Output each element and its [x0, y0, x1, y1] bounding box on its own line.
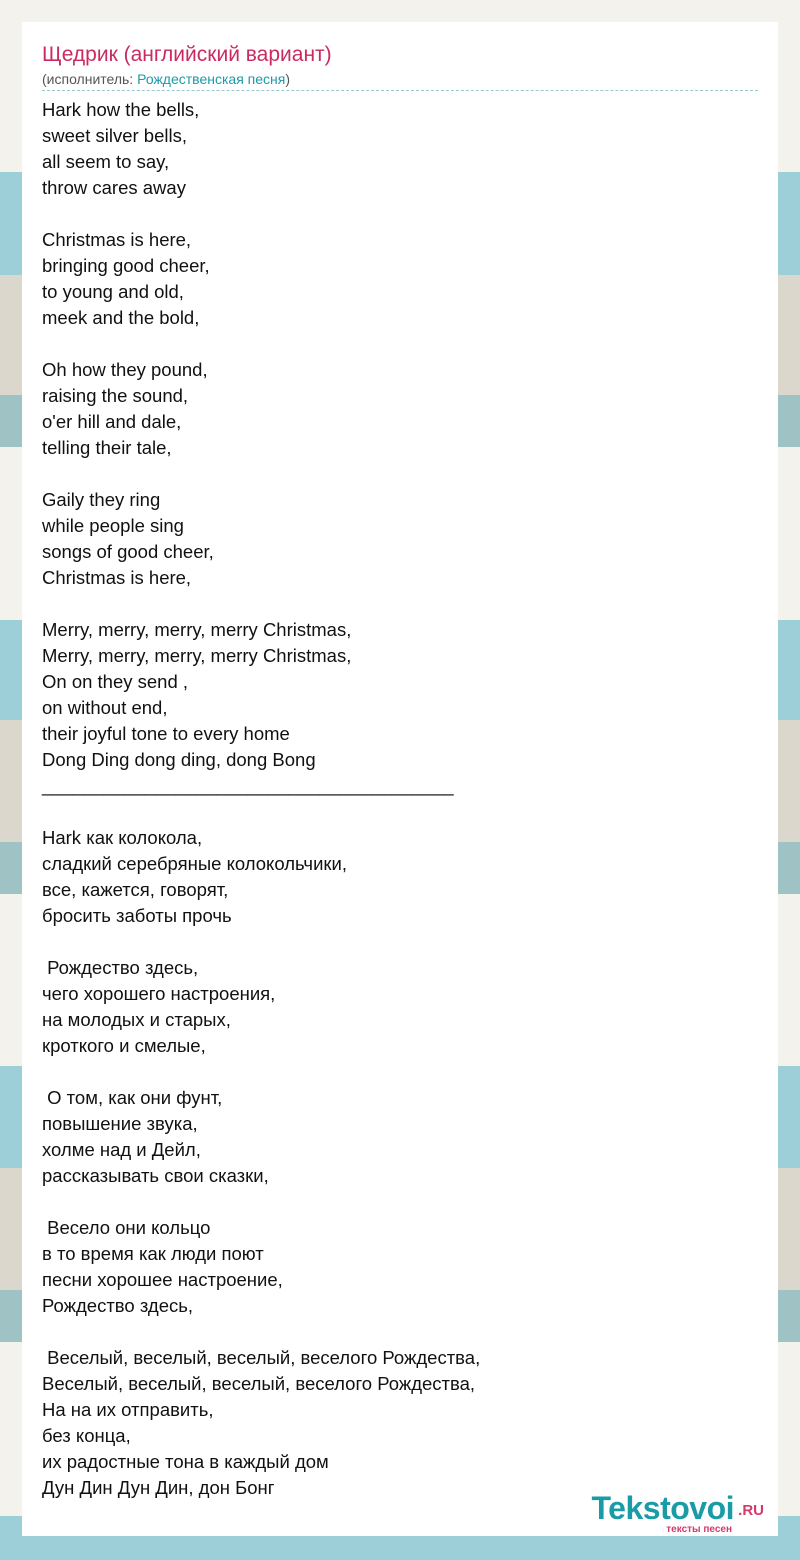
logo-tagline: тексты песен: [666, 1524, 732, 1535]
artist-line: [42, 70, 758, 91]
lyrics-card: [22, 22, 778, 1536]
site-logo[interactable]: [560, 1490, 770, 1536]
artist-link[interactable]: Рождественская песня: [137, 71, 286, 87]
artist-prefix: (исполнитель:: [42, 71, 138, 87]
artist-suffix: ): [285, 71, 291, 87]
logo-tld: .RU: [738, 1502, 764, 1519]
lyrics-text: Hark how the bells, sweet silver bells, all seem to say, throw cares away Christmas is here, bringing good cheer, to young and old, meek and the bold, Oh how they pound, raising the sound, o'er hill and dale, telling their tale, Gaily they ring while people sing songs of good cheer, Christmas is here, Merry, merry, merry, merry Christmas, Merry, merry, merry, merry Christmas, On on they send , on without end, their joyful tone to every home Dong Ding dong ding, dong Bong ________________________________________ Hark как колокола, сладкий серебряные колокольчики, все, кажется, говорят, бросить заботы прочь Рождество здесь, чего хорошего настроения, на молодых и старых, кроткого и смелые, О том, как они фунт, повышение звука, холме над и Дейл, рассказывать свои сказки, Весело они кольцо в то время как люди поют песни хорошее настроение, Рождество здесь, Веселый, веселый, веселый, веселого Рождества, Веселый, веселый, веселый, веселого Рождества, На на их отправить, без конца, их радостные тона в каждый дом Дун Дин Дун Дин, дон Бонг: [42, 99, 481, 1498]
logo-wordmark: Tekstovoi: [591, 1490, 734, 1526]
song-title: Щедрик (английский вариант): [42, 43, 332, 66]
